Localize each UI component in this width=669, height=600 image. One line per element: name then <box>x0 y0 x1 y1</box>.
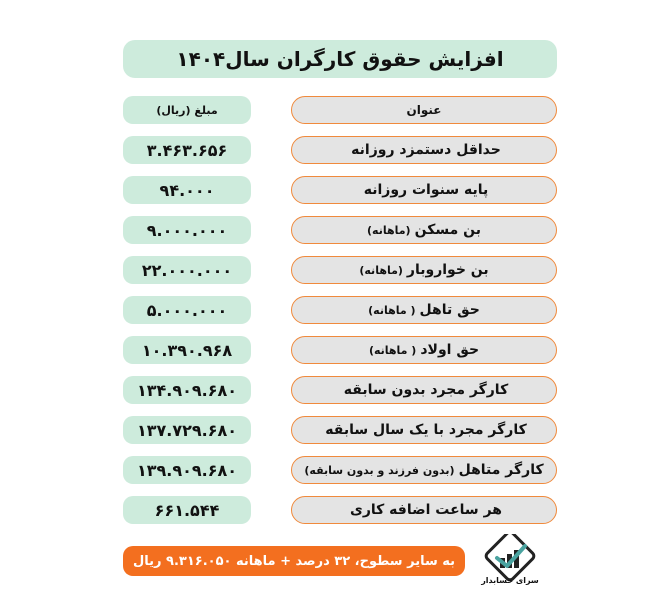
row-label <box>291 456 557 484</box>
row-label-text: حداقل دستمزد روزانه <box>351 142 501 158</box>
row-label-text: کارگر مجرد با یک سال سابقه <box>325 422 527 438</box>
row-label-text: حق تاهل <box>419 302 480 318</box>
row-label-note: (ماهانه) <box>359 263 403 277</box>
row-value: ۱۳۹.۹۰۹.۶۸۰ <box>123 456 251 484</box>
row-label-note: ( ماهانه) <box>368 303 416 317</box>
row-value: ۳.۴۶۳.۶۵۶ <box>123 136 251 164</box>
footer-note: به سایر سطوح، ۳۲ درصد + ماهانه ۹.۳۱۶.۰۵۰ ریال <box>123 546 465 576</box>
header-title-column: عنوان <box>291 96 557 124</box>
row-value: ۹.۰۰۰.۰۰۰ <box>123 216 251 244</box>
row-label <box>291 336 557 364</box>
row-value: ۱۳۴.۹۰۹.۶۸۰ <box>123 376 251 404</box>
row-value: ۱۳۷.۷۲۹.۶۸۰ <box>123 416 251 444</box>
row-label-text: بن مسکن <box>414 222 481 238</box>
row-label-text: کارگر مجرد بدون سابقه <box>343 382 509 398</box>
row-label <box>291 496 557 524</box>
row-label-note: (بدون فرزند و بدون سابقه) <box>304 463 455 477</box>
row-label-note: (ماهانه) <box>367 223 411 237</box>
row-value: ۲۲.۰۰۰.۰۰۰ <box>123 256 251 284</box>
page-title: افزایش حقوق کارگران سال۱۴۰۴ <box>123 40 557 78</box>
row-label-text: حق اولاد <box>420 342 480 358</box>
row-label-text: پایه سنوات روزانه <box>363 182 489 198</box>
row-value: ۶۶۱.۵۴۴ <box>123 496 251 524</box>
header-amount-column: مبلغ (ریال) <box>123 96 251 124</box>
row-value: ۵.۰۰۰.۰۰۰ <box>123 296 251 324</box>
row-label <box>291 296 557 324</box>
row-label-text: بن خواروبار <box>406 262 489 278</box>
row-label-text: هر ساعت اضافه کاری <box>350 502 502 518</box>
logo-text: سرای حسابدار <box>481 576 539 585</box>
row-label <box>291 256 557 284</box>
row-value: ۱۰.۳۹۰.۹۶۸ <box>123 336 251 364</box>
row-label-text: کارگر متاهل <box>458 462 544 478</box>
row-label <box>291 136 557 164</box>
row-label <box>291 216 557 244</box>
row-label-note: ( ماهانه) <box>368 343 417 357</box>
row-label <box>291 176 557 204</box>
row-label <box>291 376 557 404</box>
row-value: ۹۴.۰۰۰ <box>123 176 251 204</box>
row-label <box>291 416 557 444</box>
